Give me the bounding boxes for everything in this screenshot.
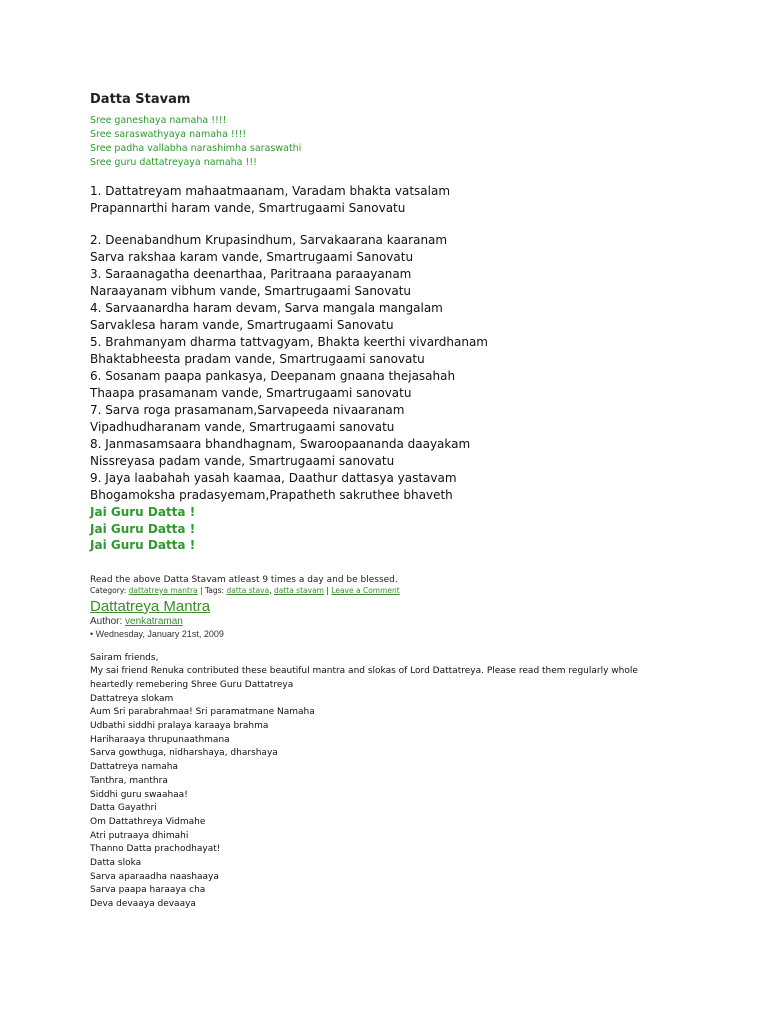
body-line: Deva devaaya devaaya bbox=[90, 899, 196, 910]
leave-comment-link[interactable]: Leave a Comment bbox=[331, 585, 400, 595]
verse-gap bbox=[90, 217, 690, 232]
verse-line: 7. Sarva roga prasamanam,Sarvapeeda nivaaranam bbox=[90, 403, 405, 417]
comment-separator: | bbox=[326, 585, 332, 595]
post-body bbox=[90, 652, 690, 912]
author-link[interactable]: venkatraman bbox=[125, 615, 183, 627]
jai-line: Jai Guru Datta ! bbox=[90, 505, 196, 519]
verse-line: Sarva rakshaa karam vande, Smartrugaami Sanovatu bbox=[90, 250, 414, 264]
post-meta bbox=[90, 586, 690, 596]
verse-line: Bhaktabheesta pradam vande, Smartrugaami sanovatu bbox=[90, 352, 425, 366]
tag-separator: , bbox=[269, 585, 274, 595]
body-line: Siddhi guru swaahaa! bbox=[90, 789, 188, 800]
verse-line: 3. Saraanagatha deenarthaa, Paritraana paraayanam bbox=[90, 267, 412, 281]
body-line: Datta sloka bbox=[90, 858, 142, 869]
body-line: Thanno Datta prachodhayat! bbox=[90, 844, 221, 855]
verse-line: 5. Brahmanyam dharma tattvagyam, Bhakta keerthi vivardhanam bbox=[90, 335, 488, 349]
verse-line: 4. Sarvaanardha haram devam, Sarva mangala mangalam bbox=[90, 301, 443, 315]
body-line: Sarva gowthuga, nidharshaya, dharshaya bbox=[90, 748, 278, 759]
invocation-line: Sree ganeshaya namaha !!!! bbox=[90, 115, 227, 126]
verse-line: 6. Sosanam paapa pankasya, Deepanam gnaana thejasahah bbox=[90, 369, 456, 383]
body-line: Tanthra, manthra bbox=[90, 775, 168, 786]
verse-line: 8. Janmasamsaara bhandhagnam, Swaroopaananda daayakam bbox=[90, 437, 471, 451]
verse-line: Vipadhudharanam vande, Smartrugaami sanovatu bbox=[90, 420, 395, 434]
invocation-list bbox=[90, 114, 690, 170]
body-line: heartedly remebering Shree Guru Dattatreya bbox=[90, 679, 294, 690]
verse-line: Sarvaklesa haram vande, Smartrugaami Sanovatu bbox=[90, 318, 394, 332]
author-label: Author: bbox=[90, 615, 126, 627]
page-title: Datta Stavam bbox=[90, 92, 191, 107]
tags-label: | Tags: bbox=[200, 585, 225, 595]
body-line: Dattatreya slokam bbox=[90, 693, 174, 704]
category-label: Category: bbox=[90, 585, 127, 595]
invocation-line: Sree saraswathyaya namaha !!!! bbox=[90, 129, 247, 140]
document-page bbox=[90, 92, 690, 912]
verse-line: Thaapa prasamanam vande, Smartrugaami sanovatu bbox=[90, 386, 412, 400]
tag-link[interactable]: datta stava bbox=[226, 585, 270, 595]
verse-line: 2. Deenabandhum Krupasindhum, Sarvakaarana kaaranam bbox=[90, 233, 448, 247]
category-link[interactable]: dattatreya mantra bbox=[128, 585, 198, 595]
body-line: Datta Gayathri bbox=[90, 803, 157, 814]
verse-line: Bhogamoksha pradasyemam,Prapatheth sakruthee bhaveth bbox=[90, 488, 453, 502]
body-line: Sarva aparaadha naashaaya bbox=[90, 871, 219, 882]
verse-line: Prapannarthi haram vande, Smartrugaami Sanovatu bbox=[90, 201, 406, 215]
body-line: My sai friend Renuka contributed these beautiful mantra and slokas of Lord Dattatreya. Please read them regularly whole bbox=[90, 666, 638, 677]
jai-line: Jai Guru Datta ! bbox=[90, 521, 196, 536]
verse-line: Naraayanam vibhum vande, Smartrugaami Sanovatu bbox=[90, 284, 412, 298]
jai-line: Jai Guru Datta ! bbox=[90, 538, 196, 552]
verses-block bbox=[90, 183, 690, 504]
body-line: Om Dattathreya Vidmahe bbox=[90, 816, 206, 827]
invocation-line: Sree guru dattatreyaya namaha !!! bbox=[90, 157, 257, 168]
body-line: Sairam friends, bbox=[90, 652, 159, 663]
tag-link[interactable]: datta stavam bbox=[273, 585, 324, 595]
body-line: Hariharaaya thrupunaathmana bbox=[90, 734, 230, 745]
body-line: Aum Sri parabrahmaa! Sri paramatmane Namaha bbox=[90, 707, 315, 718]
body-line: Udbathi siddhi pralaya karaaya brahma bbox=[90, 721, 269, 732]
body-line: Sarva paapa haraaya cha bbox=[90, 885, 206, 896]
verse-line: 1. Dattatreyam mahaatmaanam, Varadam bhakta vatsalam bbox=[90, 184, 451, 198]
jai-guru-datta-block bbox=[90, 504, 690, 554]
body-line: Dattatreya namaha bbox=[90, 762, 179, 773]
post-title-link[interactable]: Dattatreya Mantra bbox=[90, 597, 211, 615]
verse-line: 9. Jaya laabahah yasah kaamaa, Daathur dattasya yastavam bbox=[90, 471, 457, 485]
invocation-line: Sree padha vallabha narashimha saraswathi bbox=[90, 143, 302, 154]
verse-line: Nissreyasa padam vande, Smartrugaami sanovatu bbox=[90, 454, 395, 468]
read-note: Read the above Datta Stavam atleast 9 times a day and be blessed. bbox=[90, 574, 398, 585]
post-author bbox=[90, 616, 690, 628]
body-line: Atri putraaya dhimahi bbox=[90, 830, 189, 841]
post-date: • Wednesday, January 21st, 2009 bbox=[90, 628, 224, 639]
